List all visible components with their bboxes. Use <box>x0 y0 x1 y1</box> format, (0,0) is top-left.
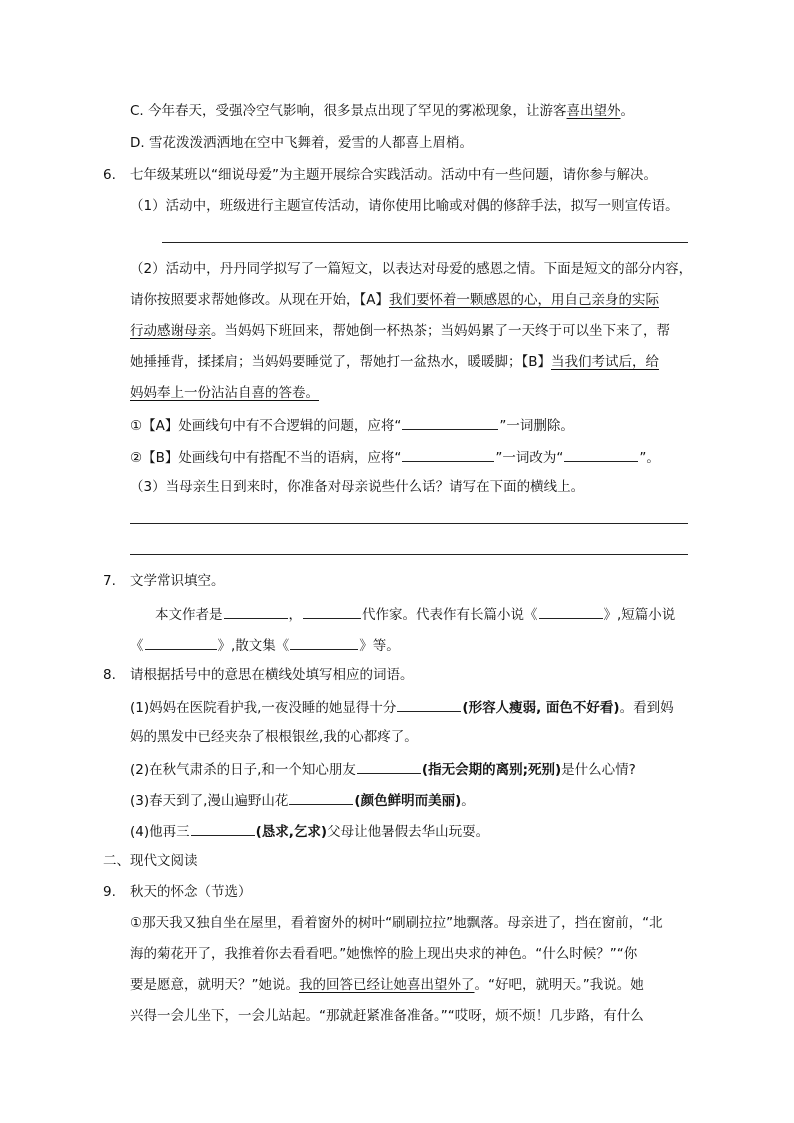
fill-blank[interactable] <box>397 696 461 712</box>
underlined-sentence: 我的回答已经让她喜出望外了 <box>299 977 475 993</box>
q7-text: ， <box>288 607 302 623</box>
item-text: 是什么心情? <box>561 762 636 778</box>
passage-line-2: 海的菊花开了，我推着你去看看吧。”她憔悴的脸上现出央求的神色。“什么时候？”“你 <box>130 946 638 962</box>
fill-blank[interactable] <box>289 789 353 805</box>
fill-blank[interactable] <box>290 634 358 650</box>
question-8-item-1-cont: 妈的黑发中已经夹杂了根根银丝,我的心都疼了。 <box>130 729 418 745</box>
question-7-stem: 文学常识填空。 <box>130 573 225 589</box>
q7-text: 》,短篇小说 <box>603 607 676 623</box>
question-8-item-4 <box>130 820 489 842</box>
question-6-part-2-line-3 <box>130 321 670 341</box>
item-hint: (指无会期的离别;死别) <box>421 762 562 778</box>
fill-blank[interactable] <box>357 758 421 774</box>
passage-title: 秋天的怀念（节选） <box>130 884 252 900</box>
question-8-item-2 <box>130 758 636 780</box>
item-hint: (恳求,乞求) <box>255 824 328 840</box>
question-number-7: 7. <box>103 573 116 589</box>
question-number-9: 9. <box>103 884 116 900</box>
option-c-end: 。 <box>620 103 635 119</box>
question-8-item-3 <box>130 789 475 811</box>
question-6-part-2-line-1: （2）活动中，丹丹同学拟写了一篇短文，以表达对母爱的感恩之情。下面是短文的部分内容， <box>130 261 693 277</box>
fill-blank[interactable] <box>564 446 638 462</box>
fill-blank[interactable] <box>539 603 603 619</box>
question-6-sub-a <box>130 414 574 436</box>
item-text: 父母让他暑假去华山玩耍。 <box>327 824 490 840</box>
sub-b-text: ②【B】处画线句中有搭配不当的语病，应将“ <box>130 450 402 466</box>
q7-text: 》等。 <box>359 638 400 654</box>
option-c <box>130 101 634 121</box>
underlined-sentence-b: 当我们考试后，给 <box>551 354 660 370</box>
question-6-part-2-line-4 <box>130 352 659 372</box>
item-text: (1)妈妈在医院看护我,一夜没睡的她显得十分 <box>130 700 397 716</box>
passage-text: 请你按照要求帮她修改。从现在开始，【A】 <box>130 292 389 308</box>
answer-line[interactable] <box>130 523 688 524</box>
q7-text: 代作家。代表作有长篇小说《 <box>362 607 538 623</box>
sub-a-text: ①【A】处画线句中有不合逻辑的问题，应将“ <box>130 418 402 434</box>
q7-text: 《 <box>130 638 144 654</box>
answer-line[interactable] <box>130 554 688 555</box>
question-6-stem: 七年级某班以“细说母爱”为主题开展综合实践活动。活动中有一些问题，请你参与解决。 <box>130 167 657 183</box>
fill-blank[interactable] <box>303 603 361 619</box>
q7-text: 本文作者是 <box>155 607 223 623</box>
question-8-stem: 请根据括号中的意思在横线处填写相应的词语。 <box>130 667 414 683</box>
underlined-sentence-b-end: 妈妈奉上一份沾沾自喜的答卷。 <box>130 385 319 401</box>
question-6-sub-b <box>130 446 660 468</box>
sub-b-end: ”。 <box>639 450 660 466</box>
option-c-text: C. 今年春天，受强冷空气影响，很多景点出现了罕见的雾凇现象，让游客 <box>130 103 567 119</box>
option-d: D. 雪花泼泼洒洒地在空中飞舞着，爱雪的人都喜上眉梢。 <box>130 135 473 151</box>
fill-blank[interactable] <box>402 446 494 462</box>
fill-blank[interactable] <box>224 603 288 619</box>
item-text: (4)他再三 <box>130 824 190 840</box>
item-text: 。看到妈 <box>619 700 674 716</box>
passage-text: 。“好吧，就明天。”我说。她 <box>474 977 644 993</box>
question-6-part-3: （3）当母亲生日到来时，你准备对母亲说些什么话？请写在下面的横线上。 <box>130 479 585 495</box>
item-hint: (形容人瘦弱, 面色不好看) <box>462 700 620 716</box>
fill-blank[interactable] <box>402 414 498 430</box>
question-number-8: 8. <box>103 667 116 683</box>
sub-a-end: ”一词删除。 <box>499 418 574 434</box>
fill-blank[interactable] <box>191 820 255 836</box>
item-hint: (颜色鲜明而美丽) <box>354 793 462 809</box>
underlined-sentence-a: 我们要怀着一颗感恩的心，用自己亲身的实际 <box>389 292 659 308</box>
item-text: (3)春天到了,漫山遍野山花 <box>130 793 289 809</box>
question-7-line-1 <box>155 603 675 625</box>
answer-line[interactable] <box>162 242 688 243</box>
underlined-sentence-a-end: 行动感谢母亲 <box>130 323 211 339</box>
question-6-part-2-line-2 <box>130 290 659 310</box>
passage-line-1: ①那天我又独自坐在屋里，看着窗外的树叶“刷刷拉拉”地飘落。母亲进了，挡在窗前，“北 <box>130 915 663 931</box>
item-text: (2)在秋气肃杀的日子,和一个知心朋友 <box>130 762 356 778</box>
question-7-line-2 <box>130 634 400 656</box>
fill-blank[interactable] <box>145 634 217 650</box>
passage-text: 。当妈妈下班回来，帮她倒一杯热茶；当妈妈累了一天终于可以坐下来了，帮 <box>211 323 670 339</box>
q7-text: 》,散文集《 <box>217 638 290 654</box>
question-6-part-2-line-5 <box>130 383 319 403</box>
passage-text: 她捶捶背，揉揉肩；当妈妈要睡觉了，帮她打一盆热水，暖暖脚；【B】 <box>130 354 552 370</box>
question-8-item-1 <box>130 696 674 718</box>
question-number-6: 6. <box>103 167 116 183</box>
passage-line-3 <box>130 975 644 995</box>
question-6-part-1: （1）活动中，班级进行主题宣传活动，请你使用比喻或对偶的修辞手法，拟写一则宣传语。 <box>130 198 679 214</box>
sub-b-mid: ”一词改为“ <box>495 450 564 466</box>
passage-text: 要是愿意，就明天？”她说。 <box>130 977 299 993</box>
option-c-underlined: 喜出望外 <box>566 103 621 119</box>
section-heading: 二、现代文阅读 <box>103 853 198 869</box>
item-text: 。 <box>461 793 475 809</box>
passage-line-4: 兴得一会儿坐下，一会儿站起。“那就赶紧准备准备。”“哎呀，烦不烦！几步路，有什么 <box>130 1008 644 1024</box>
